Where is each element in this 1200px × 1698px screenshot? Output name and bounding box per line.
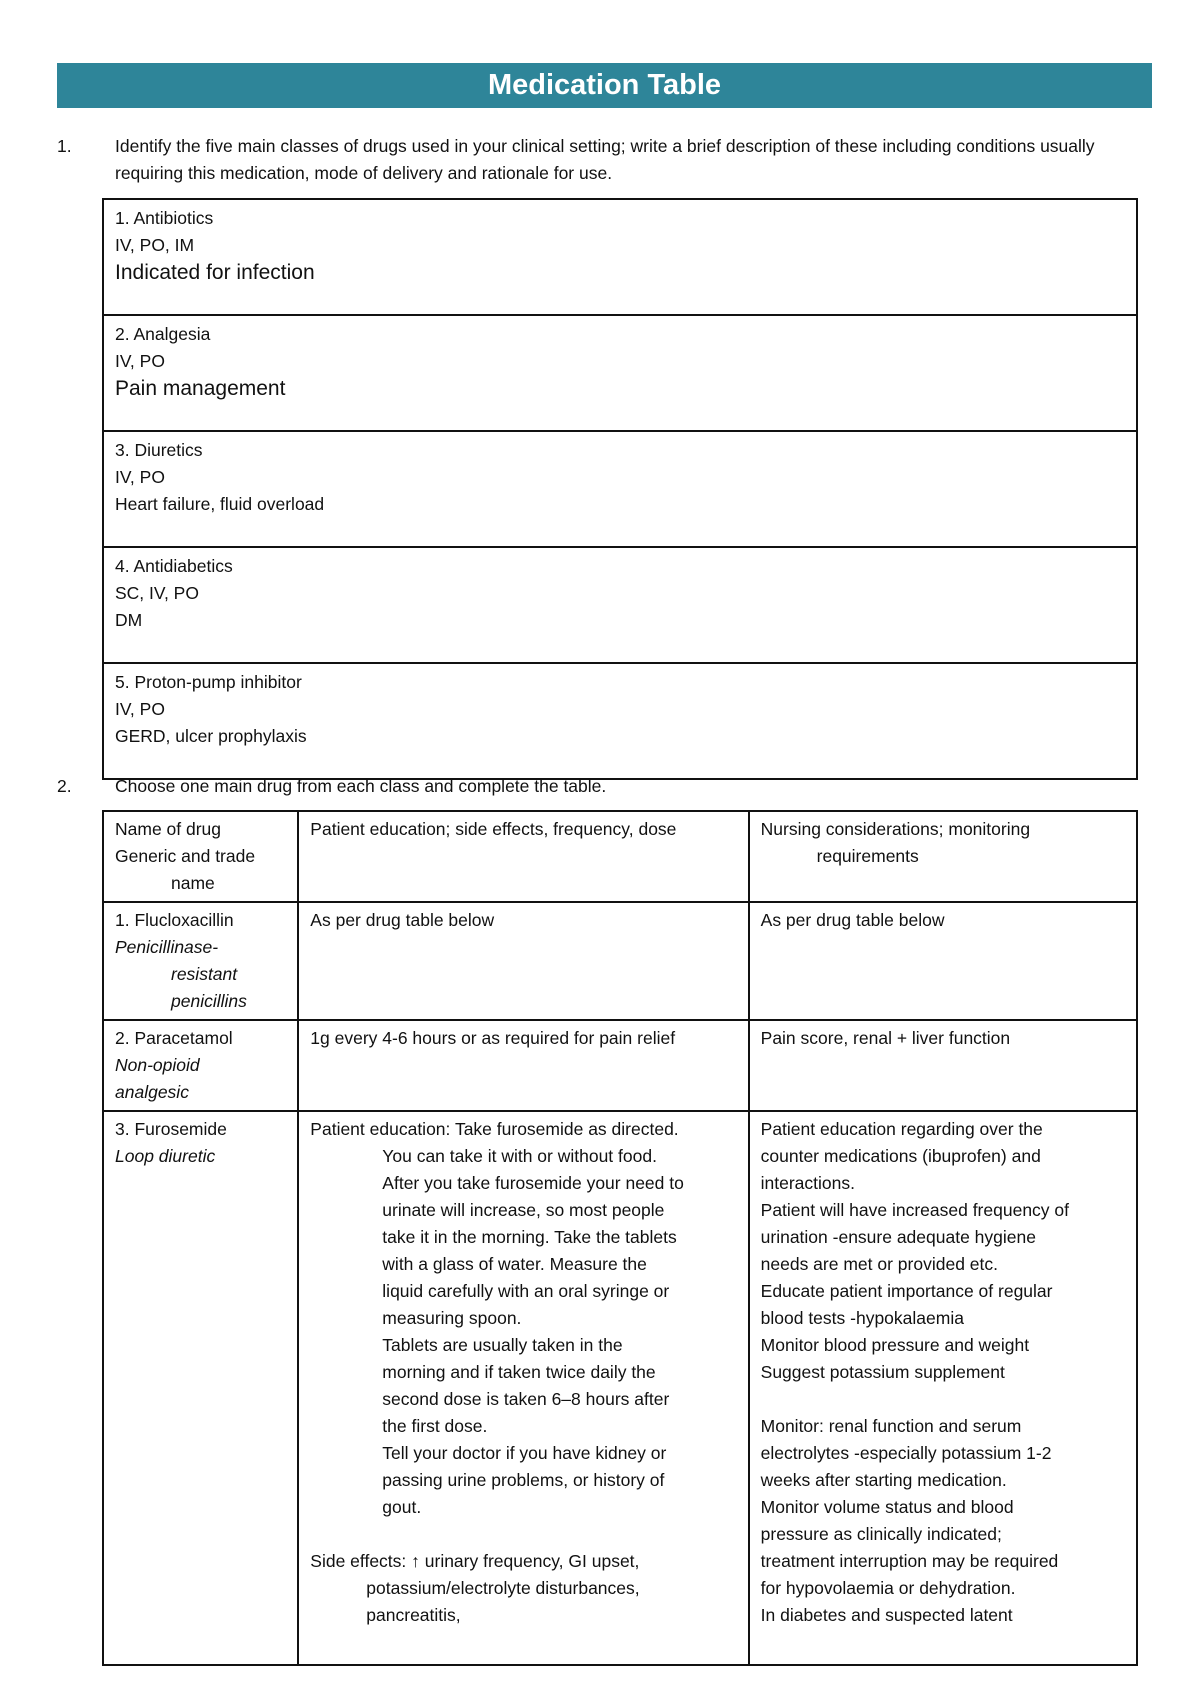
drug-class: resistant	[171, 964, 238, 984]
nursing-text: weeks after starting medication.	[760, 1470, 1007, 1490]
class-routes: IV, PO	[115, 699, 165, 719]
drug-class: penicillins	[171, 991, 247, 1011]
header-name-of-drug	[103, 811, 298, 902]
question-2-text: Choose one main drug from each class and complete the table.	[115, 776, 607, 796]
drug-name-cell	[103, 1020, 298, 1111]
document-title: Medication Table	[57, 63, 1152, 108]
nursing-cell	[749, 1111, 1137, 1665]
question-2	[57, 773, 1157, 800]
education-text: 1g every 4-6 hours or as required for pain relief	[310, 1028, 676, 1048]
header-text: name	[171, 873, 215, 893]
table-row	[103, 902, 1137, 1020]
education-text: urinate will increase, so most people	[382, 1200, 665, 1220]
nursing-text: Patient will have increased frequency of	[760, 1200, 1070, 1220]
class-name: 3. Diuretics	[115, 440, 203, 460]
header-patient-education	[298, 811, 748, 902]
education-text: Tell your doctor if you have kidney or	[382, 1443, 667, 1463]
class-indication: Heart failure, fluid overload	[115, 494, 325, 514]
nursing-text: Pain score, renal + liver function	[760, 1028, 1011, 1048]
class-indication: DM	[115, 610, 143, 630]
class-routes: SC, IV, PO	[115, 583, 199, 603]
drug-class: analgesic	[115, 1082, 189, 1102]
nursing-text: Patient education regarding over the	[760, 1119, 1043, 1139]
class-cell	[103, 315, 1137, 431]
class-row	[103, 547, 1137, 663]
table-row	[103, 1111, 1137, 1665]
class-indication: Pain management	[115, 377, 286, 400]
nursing-text: needs are met or provided etc.	[760, 1254, 998, 1274]
class-cell	[103, 431, 1137, 547]
drug-name-cell	[103, 902, 298, 1020]
class-name: 2. Analgesia	[115, 324, 211, 344]
header-text: Patient education; side effects, frequency, dose	[310, 819, 677, 839]
class-indication: Indicated for infection	[115, 261, 315, 284]
drug-name-cell	[103, 1111, 298, 1665]
class-name: 5. Proton-pump inhibitor	[115, 672, 302, 692]
header-text: requirements	[816, 846, 919, 866]
side-effects-text: Side effects: ↑ urinary frequency, GI upset,	[310, 1551, 640, 1571]
nursing-text: treatment interruption may be required	[760, 1551, 1059, 1571]
drug-class: Loop diuretic	[115, 1146, 216, 1166]
education-text: After you take furosemide your need to	[382, 1173, 684, 1193]
nursing-text: As per drug table below	[760, 910, 945, 930]
class-routes: IV, PO	[115, 351, 165, 371]
class-cell	[103, 199, 1137, 315]
question-1-number: 1.	[57, 136, 72, 156]
class-row	[103, 315, 1137, 431]
drug-name: 1. Flucloxacillin	[115, 910, 234, 930]
drug-name: 3. Furosemide	[115, 1119, 227, 1139]
education-cell	[298, 902, 748, 1020]
nursing-cell	[749, 1020, 1137, 1111]
question-1-text: Identify the five main classes of drugs used in your clinical setting; write a brief description of these including conditions usually requiring this medication, mode of delivery and rationale for use.	[115, 136, 1095, 183]
education-text: take it in the morning. Take the tablets	[382, 1227, 677, 1247]
nursing-cell	[749, 902, 1137, 1020]
education-cell	[298, 1020, 748, 1111]
header-text: Generic and trade	[115, 846, 256, 866]
class-row	[103, 431, 1137, 547]
class-cell	[103, 663, 1137, 779]
side-effects-text: potassium/electrolyte disturbances,	[366, 1578, 640, 1598]
education-text: the first dose.	[382, 1416, 488, 1436]
spacer	[310, 1521, 736, 1548]
nursing-text: electrolytes -especially potassium 1-2	[760, 1443, 1052, 1463]
class-cell	[103, 547, 1137, 663]
question-2-number: 2.	[57, 776, 72, 796]
spacer	[761, 1386, 1125, 1413]
education-text: morning and if taken twice daily the	[382, 1362, 656, 1382]
class-name: 1. Antibiotics	[115, 208, 214, 228]
nursing-text: Monitor volume status and blood	[760, 1497, 1014, 1517]
education-text: measuring spoon.	[382, 1308, 522, 1328]
side-effects-text: pancreatitis,	[366, 1605, 461, 1625]
nursing-text: blood tests -hypokalaemia	[760, 1308, 964, 1328]
table-row	[103, 1020, 1137, 1111]
drug-name: 2. Paracetamol	[115, 1028, 233, 1048]
header-nursing-considerations	[749, 811, 1137, 902]
nursing-text: urination -ensure adequate hygiene	[760, 1227, 1036, 1247]
table-header-row	[103, 811, 1137, 902]
nursing-text: for hypovolaemia or dehydration.	[760, 1578, 1016, 1598]
education-text: Patient education: Take furosemide as directed.	[310, 1119, 679, 1139]
education-cell	[298, 1111, 748, 1665]
education-text: liquid carefully with an oral syringe or	[382, 1281, 670, 1301]
nursing-text: Monitor blood pressure and weight	[760, 1335, 1030, 1355]
education-text: Tablets are usually taken in the	[382, 1335, 623, 1355]
class-routes: IV, PO	[115, 467, 165, 487]
nursing-text: interactions.	[760, 1173, 855, 1193]
header-text: Name of drug	[115, 819, 222, 839]
header-text: Nursing considerations; monitoring	[760, 819, 1031, 839]
nursing-text: counter medications (ibuprofen) and	[760, 1146, 1041, 1166]
nursing-text: Suggest potassium supplement	[760, 1362, 1005, 1382]
drug-class: Penicillinase-	[115, 937, 219, 957]
education-text: second dose is taken 6–8 hours after	[382, 1389, 670, 1409]
class-name: 4. Antidiabetics	[115, 556, 233, 576]
question-1	[57, 133, 1157, 187]
education-text: with a glass of water. Measure the	[382, 1254, 647, 1274]
education-text: gout.	[382, 1497, 422, 1517]
class-row	[103, 199, 1137, 315]
drug-detail-table	[102, 810, 1138, 1666]
nursing-text: In diabetes and suspected latent	[760, 1605, 1013, 1625]
class-indication: GERD, ulcer prophylaxis	[115, 726, 307, 746]
drug-classes-table	[102, 198, 1138, 780]
education-text: You can take it with or without food.	[382, 1146, 657, 1166]
nursing-text: Monitor: renal function and serum	[760, 1416, 1022, 1436]
drug-class: Non-opioid	[115, 1055, 200, 1075]
education-text: As per drug table below	[310, 910, 495, 930]
class-row	[103, 663, 1137, 779]
nursing-text: Educate patient importance of regular	[760, 1281, 1053, 1301]
education-text: passing urine problems, or history of	[382, 1470, 665, 1490]
nursing-text: pressure as clinically indicated;	[760, 1524, 1002, 1544]
class-routes: IV, PO, IM	[115, 235, 195, 255]
